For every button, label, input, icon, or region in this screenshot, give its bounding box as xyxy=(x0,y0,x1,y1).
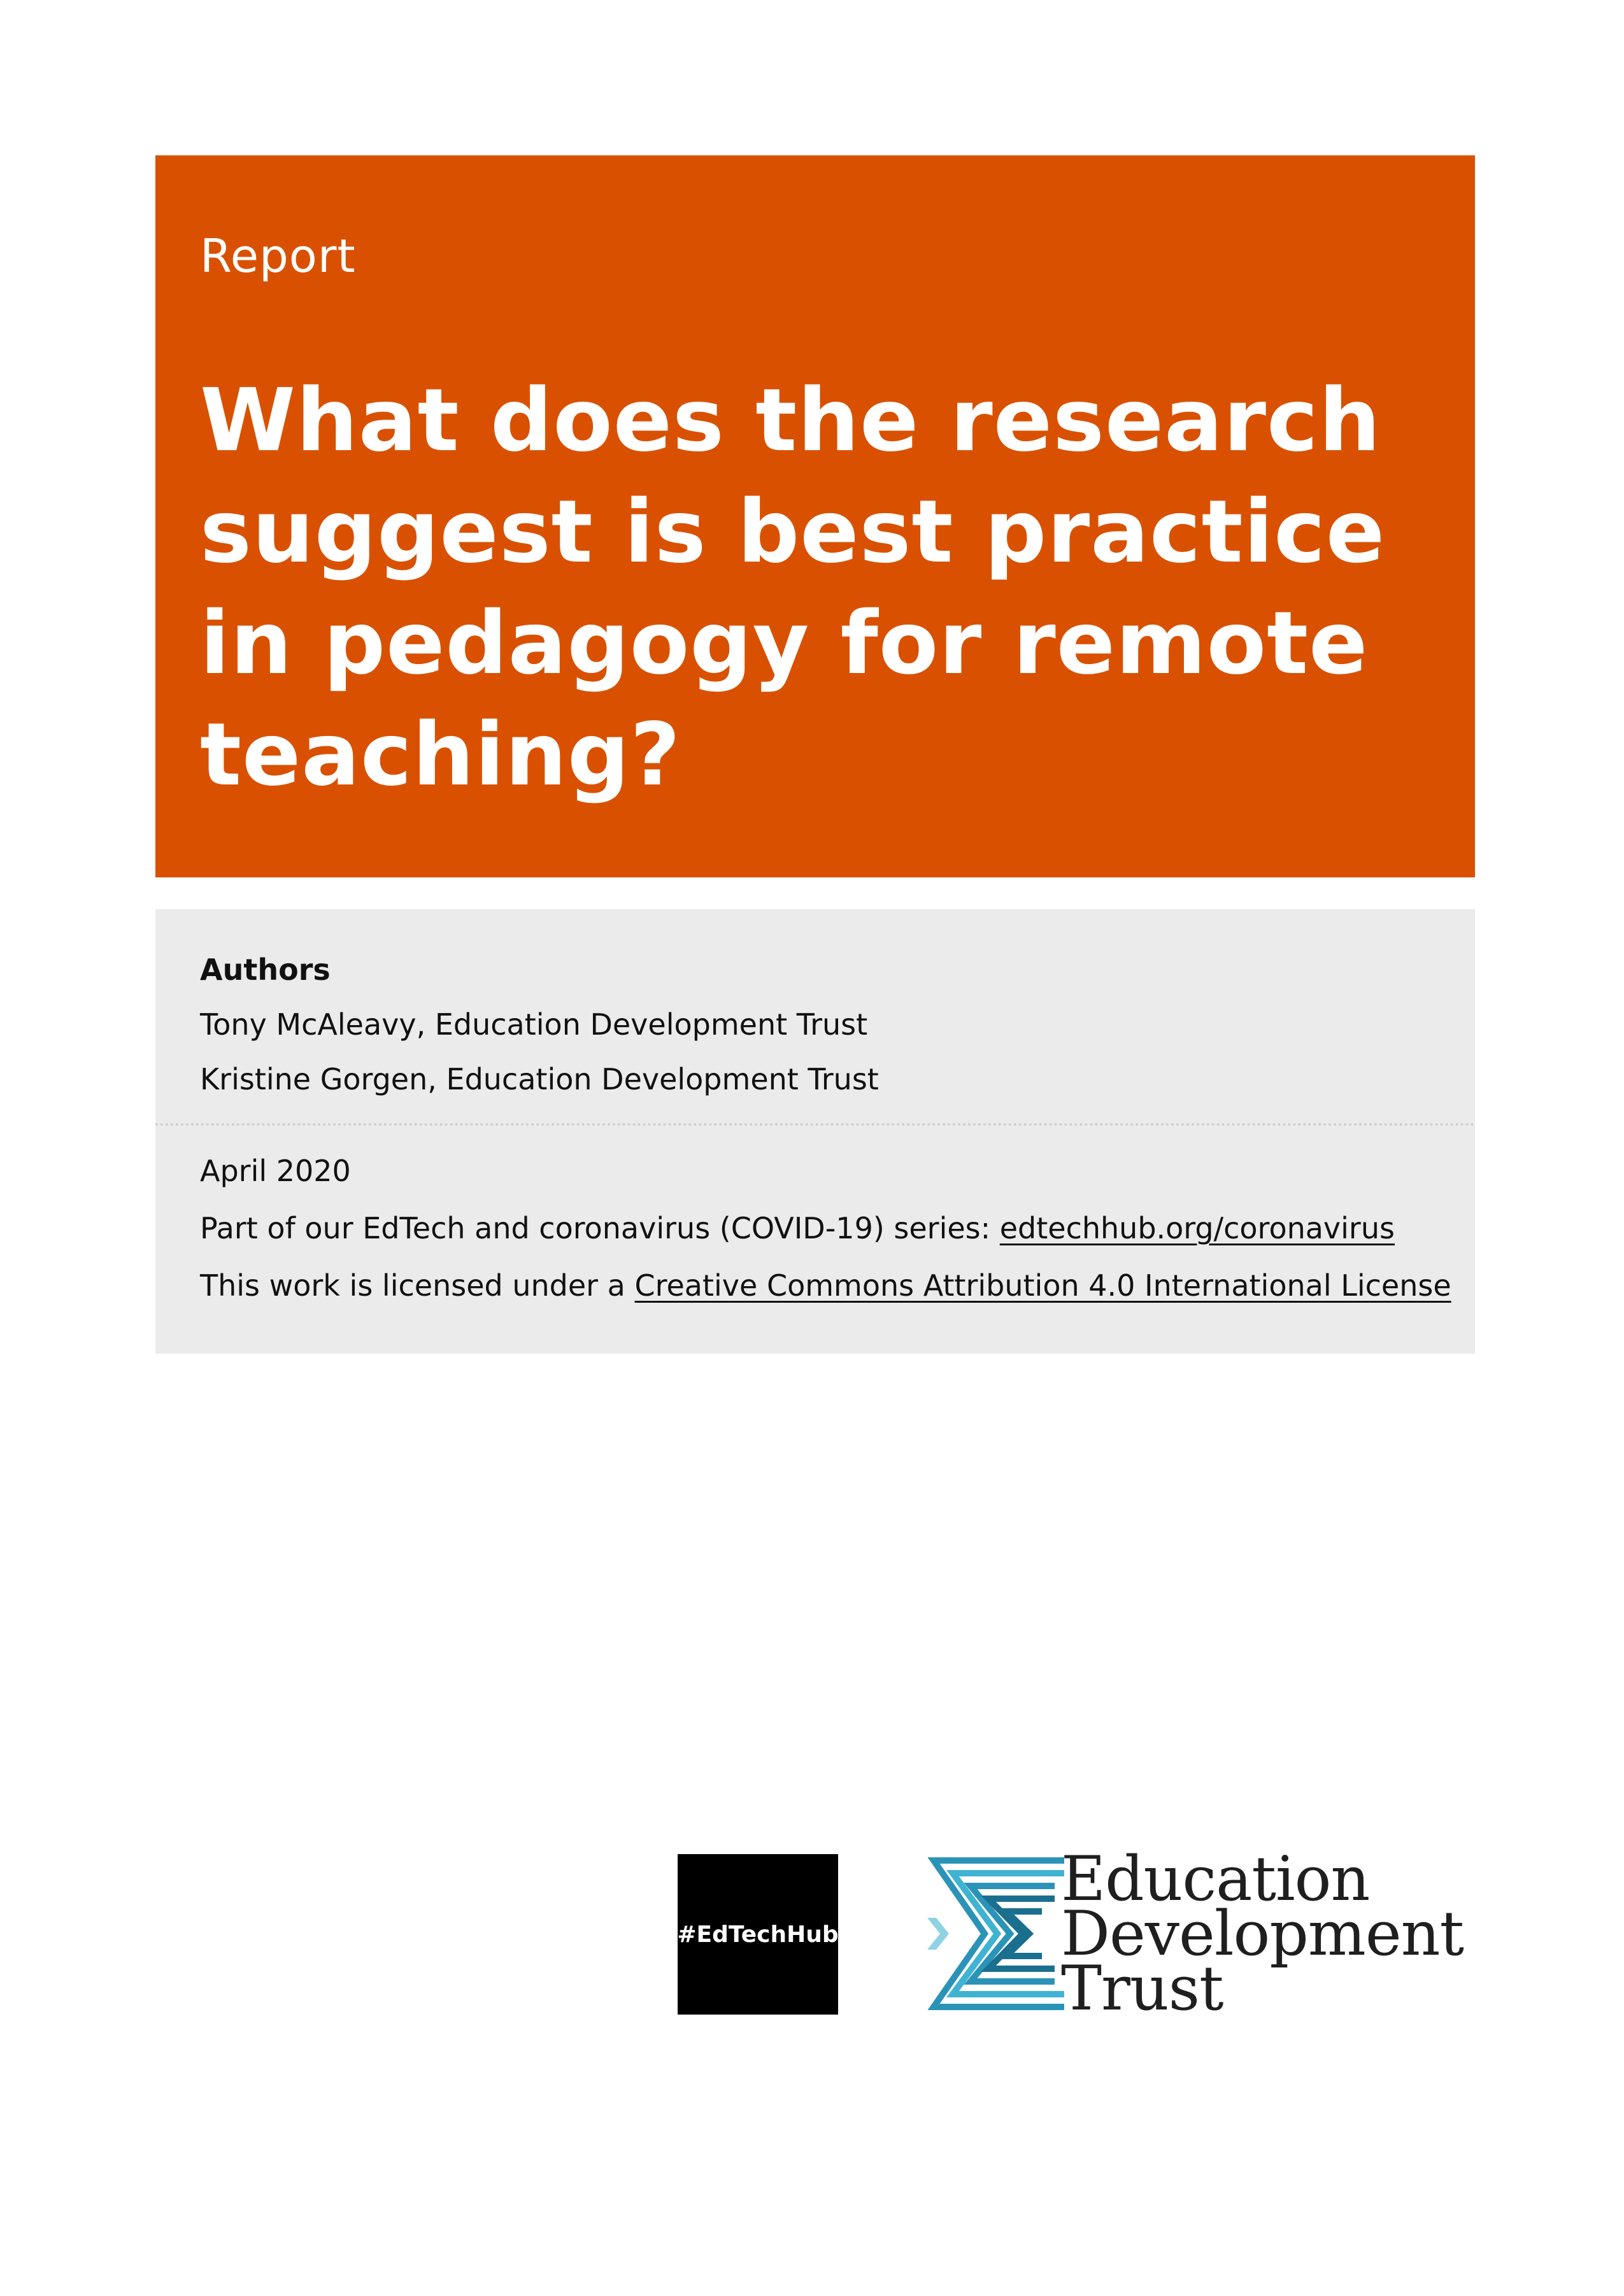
document-title: What does the research suggest is best practice in pedagogy for remote teaching? xyxy=(200,371,1386,805)
metadata-block xyxy=(155,909,1475,1354)
edt-word-1: Education xyxy=(1061,1843,1370,1915)
education-development-trust-logo xyxy=(927,1843,1481,2024)
series-line xyxy=(200,1211,1451,1245)
author-2: Kristine Gorgen, Education Development Trust xyxy=(200,1062,879,1096)
license-link[interactable]: Creative Commons Attribution 4.0 International License xyxy=(634,1268,1451,1303)
title-block xyxy=(155,155,1475,877)
edt-word-3: Trust xyxy=(1061,1953,1223,2024)
series-link[interactable]: edtechhub.org/coronavirus xyxy=(999,1211,1395,1245)
edtechhub-logo: #EdTechHub xyxy=(678,1854,838,2015)
author-1: Tony McAleavy, Education Development Trust xyxy=(200,1007,868,1042)
publication-details xyxy=(200,1156,1451,1328)
edt-word-2: Development xyxy=(1061,1898,1464,1969)
report-type-label: Report xyxy=(200,229,356,283)
license-text: This work is licensed under a xyxy=(200,1268,635,1303)
series-text: Part of our EdTech and coronavirus (COVID-19) series: xyxy=(200,1211,1000,1245)
edt-mark-icon xyxy=(927,1854,1074,2013)
divider xyxy=(155,1123,1475,1126)
authors-section xyxy=(200,955,879,1119)
edt-wordmark xyxy=(1061,1843,1464,2024)
publication-date: April 2020 xyxy=(200,1154,351,1188)
authors-heading: Authors xyxy=(200,953,331,987)
license-line xyxy=(200,1268,1451,1303)
